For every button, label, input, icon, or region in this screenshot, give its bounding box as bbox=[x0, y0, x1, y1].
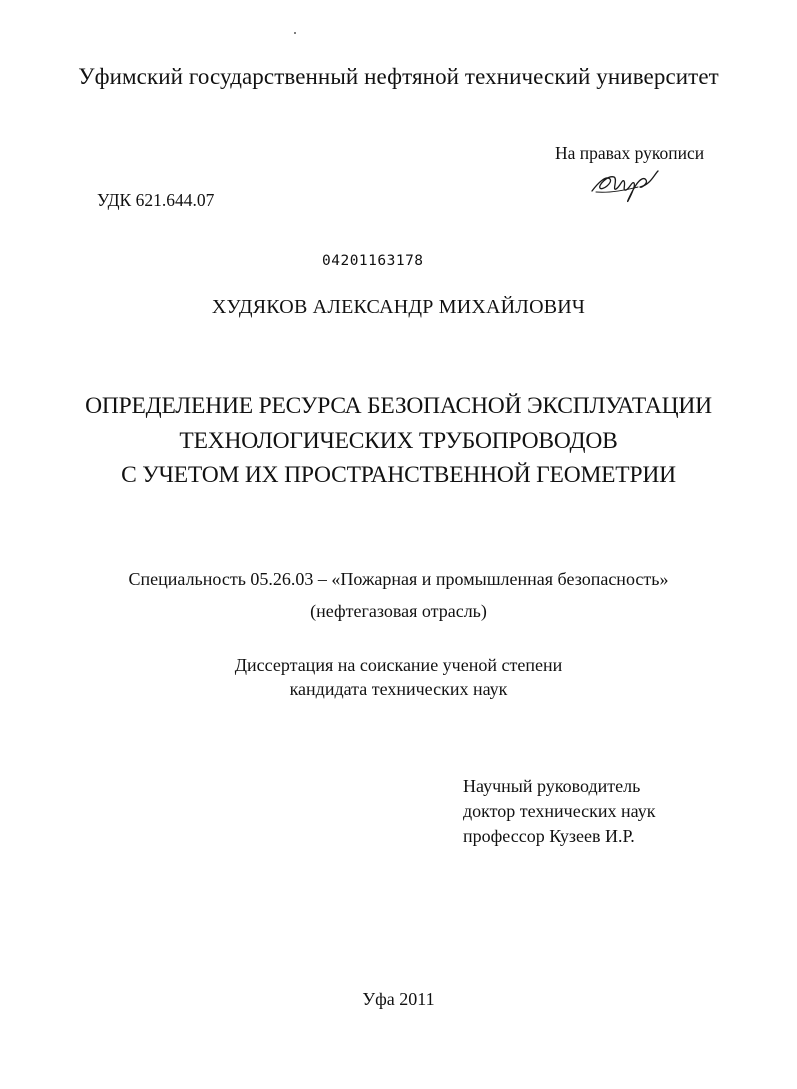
registration-number: 04201163178 bbox=[322, 253, 424, 269]
supervisor-degree: доктор технических наук bbox=[463, 801, 656, 821]
rights-note: На правах рукописи bbox=[555, 143, 705, 163]
handwritten-signature-icon bbox=[588, 161, 660, 205]
city-year: Уфа 2011 bbox=[362, 989, 435, 1009]
supervisor-name: профессор Кузеев И.Р. bbox=[463, 826, 635, 846]
thesis-title-line-1: ОПРЕДЕЛЕНИЕ РЕСУРСА БЕЗОПАСНОЙ ЭКСПЛУАТАЦИИ bbox=[85, 393, 712, 419]
degree-line-1: Диссертация на соискание ученой степени bbox=[234, 655, 563, 675]
thesis-title-line-2: ТЕХНОЛОГИЧЕСКИХ ТРУБОПРОВОДОВ bbox=[179, 428, 618, 454]
udk-code: УДК 621.644.07 bbox=[97, 190, 215, 210]
scan-speck bbox=[294, 32, 296, 34]
specialty-line: Специальность 05.26.03 – «Пожарная и промышленная безопасность» bbox=[128, 569, 669, 589]
author-name: ХУДЯКОВ АЛЕКСАНДР МИХАЙЛОВИЧ bbox=[211, 296, 586, 318]
thesis-title-line-3: С УЧЕТОМ ИХ ПРОСТРАНСТВЕННОЙ ГЕОМЕТРИИ bbox=[121, 462, 676, 488]
specialty-branch: (нефтегазовая отрасль) bbox=[310, 601, 487, 621]
supervisor-role: Научный руководитель bbox=[463, 776, 641, 796]
degree-line-2: кандидата технических наук bbox=[289, 679, 508, 699]
university-name: Уфимский государственный нефтяной технический университет bbox=[78, 64, 719, 89]
